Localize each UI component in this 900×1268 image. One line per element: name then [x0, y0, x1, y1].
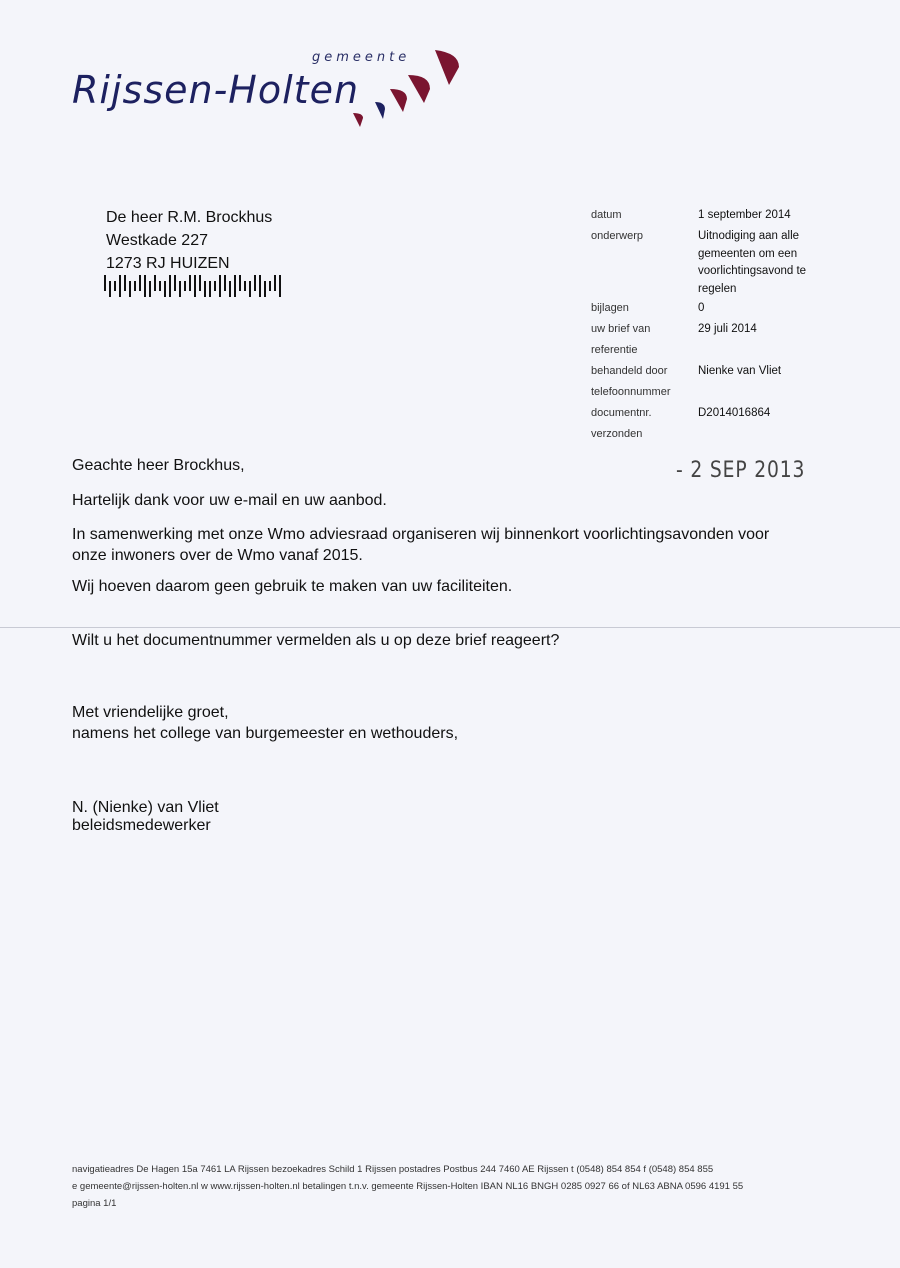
- letter-metadata: [591, 205, 828, 445]
- salutation: Geachte heer Brockhus,: [72, 457, 245, 474]
- recipient-city: 1273 RJ HUIZEN: [106, 255, 230, 272]
- metadata-row: [591, 361, 828, 382]
- metadata-row: [591, 424, 828, 445]
- logo-prefix: gemeente: [312, 50, 411, 65]
- metadata-value: D2014016864: [698, 407, 771, 419]
- metadata-label: referentie: [591, 344, 638, 356]
- barcode-bar: [129, 281, 131, 297]
- metadata-row: [591, 340, 828, 361]
- signer-name: N. (Nienke) van Vliet: [72, 799, 219, 816]
- footer-addresses: navigatieadres De Hagen 15a 7461 LA Rijssen bezoekadres Schild 1 Rijssen postadres Postbus 244 7460 AE Rijssen t (0548) 854 854 f (0548) 854 855: [72, 1164, 714, 1175]
- metadata-label: verzonden: [591, 428, 643, 440]
- barcode-bar: [219, 275, 221, 297]
- metadata-value: 0: [698, 302, 705, 314]
- barcode-bar: [114, 281, 116, 291]
- metadata-label: behandeld door: [591, 365, 668, 377]
- metadata-row: [591, 298, 828, 319]
- metadata-row: [591, 382, 828, 403]
- metadata-row: [591, 319, 828, 340]
- barcode-bar: [159, 281, 161, 291]
- barcode-bar: [139, 275, 141, 291]
- paragraph-2: In samenwerking met onze Wmo adviesraad organiseren wij binnenkort voorlichtingsavonden voor onze inwoners over de Wmo vanaf 2015.: [72, 526, 770, 564]
- metadata-row: [591, 205, 828, 226]
- barcode-bar: [119, 275, 121, 297]
- postal-barcode: [104, 275, 284, 297]
- barcode-bar: [214, 281, 216, 291]
- metadata-label: onderwerp: [591, 230, 643, 242]
- paragraph-4: Wilt u het documentnummer vermelden als u op deze brief reageert?: [72, 632, 560, 649]
- metadata-label: uw brief van: [591, 323, 651, 335]
- signer-title: beleidsmedewerker: [72, 817, 211, 834]
- barcode-bar: [204, 281, 206, 297]
- barcode-bar: [259, 275, 261, 297]
- metadata-value: 1 september 2014: [698, 209, 791, 221]
- barcode-bar: [199, 275, 201, 291]
- barcode-bar: [254, 275, 256, 291]
- barcode-bar: [154, 275, 156, 291]
- barcode-bar: [209, 281, 211, 297]
- barcode-bar: [224, 275, 226, 291]
- barcode-bar: [174, 275, 176, 291]
- metadata-value: Nienke van Vliet: [698, 365, 782, 377]
- metadata-row: [591, 226, 828, 298]
- barcode-bar: [244, 281, 246, 291]
- barcode-bar: [134, 281, 136, 291]
- footer-page-number: pagina 1/1: [72, 1198, 117, 1209]
- barcode-bar: [279, 275, 281, 297]
- fold-line: [0, 627, 900, 628]
- metadata-value: [698, 424, 828, 445]
- metadata-value: [698, 340, 828, 361]
- barcode-bar: [144, 275, 146, 297]
- metadata-label: documentnr.: [591, 407, 652, 419]
- metadata-label: telefoonnummer: [591, 386, 671, 398]
- paragraph-1: Hartelijk dank voor uw e-mail en uw aanbod.: [72, 492, 387, 509]
- barcode-bar: [249, 281, 251, 297]
- barcode-bar: [229, 281, 231, 297]
- metadata-value: 29 juli 2014: [698, 323, 757, 335]
- barcode-bar: [269, 281, 271, 291]
- closing-greeting: Met vriendelijke groet,: [72, 704, 229, 721]
- recipient-address: [106, 206, 272, 275]
- closing-on-behalf: namens het college van burgemeester en wethouders,: [72, 725, 459, 742]
- barcode-bar: [264, 281, 266, 297]
- barcode-bar: [179, 281, 181, 297]
- metadata-value: [698, 382, 828, 403]
- barcode-bar: [164, 281, 166, 297]
- barcode-bar: [149, 281, 151, 297]
- barcode-bar: [184, 281, 186, 291]
- barcode-bar: [104, 275, 106, 291]
- barcode-bar: [109, 281, 111, 297]
- barcode-bar: [194, 275, 196, 297]
- barcode-bar: [239, 275, 241, 291]
- footer: [72, 1161, 743, 1212]
- recipient-street: Westkade 227: [106, 232, 208, 249]
- footer-contact: e gemeente@rijssen-holten.nl w www.rijssen-holten.nl betalingen t.n.v. gemeente Rijssen-Holten IBAN NL16 BNGH 0285 0927 66 of NL63 ABNA 0596 4191 55: [72, 1181, 744, 1192]
- metadata-value: Uitnodiging aan alle gemeenten om een voorlichtingsavond te regelen: [698, 230, 807, 295]
- metadata-row: [591, 403, 828, 424]
- barcode-bar: [169, 275, 171, 297]
- barcode-bar: [124, 275, 126, 291]
- paragraph-3: Wij hoeven daarom geen gebruik te maken van uw faciliteiten.: [72, 578, 513, 595]
- barcode-bar: [274, 275, 276, 291]
- metadata-label: datum: [591, 209, 622, 221]
- barcode-bar: [189, 275, 191, 291]
- metadata-label: bijlagen: [591, 302, 629, 314]
- barcode-bar: [234, 275, 236, 297]
- logo-name: Rijssen-Holten: [72, 68, 360, 112]
- sent-date-stamp: - 2 SEP 2013: [676, 458, 806, 483]
- recipient-name: De heer R.M. Brockhus: [106, 209, 273, 226]
